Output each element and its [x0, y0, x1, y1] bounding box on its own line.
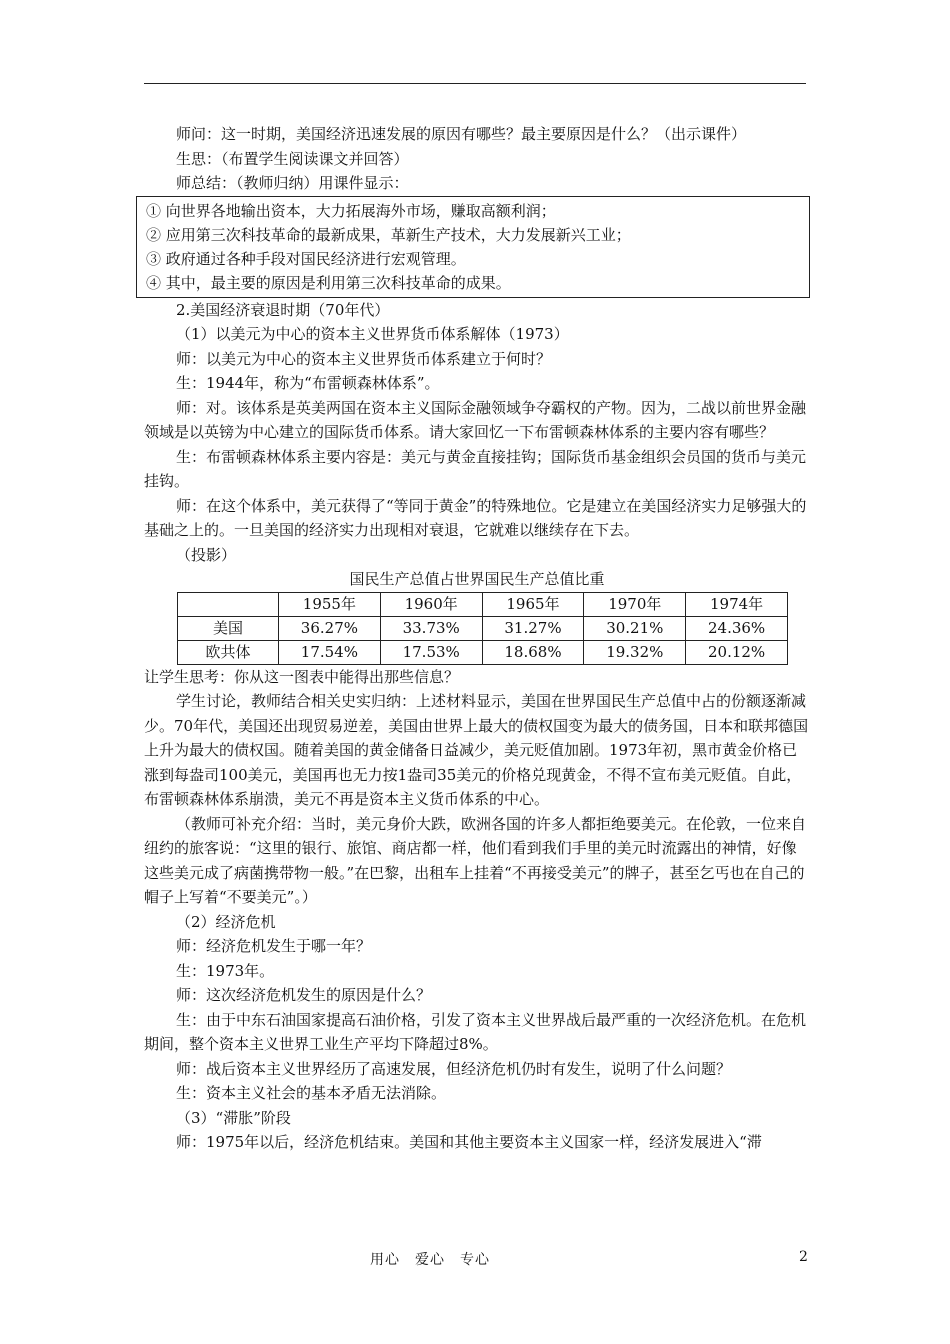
column-header: 1965年 — [482, 592, 584, 616]
summary-box — [136, 196, 810, 298]
paragraph: 师：在这个体系中，美元获得了“等同于黄金”的特殊地位。它是建立在美国经济实力足够强大的基础之上的。一旦美国的经济实力出现相对衰退，它就难以继续存在下去。 — [144, 496, 807, 539]
paragraph: （1）以美元为中心的资本主义世界货币体系解体（1973） — [176, 325, 569, 343]
paragraph: 师：1975年以后，经济危机结束。美国和其他主要资本主义国家一样，经济发展进入“滞 — [176, 1133, 762, 1151]
table-row — [178, 616, 788, 640]
column-header: 1955年 — [279, 592, 381, 616]
column-header: 1970年 — [584, 592, 686, 616]
section-paragraphs — [144, 298, 810, 568]
paragraph: 生：1944年，称为“布雷顿森林体系”。 — [176, 374, 440, 392]
paragraph: 师问：这一时期，美国经济迅速发展的原因有哪些？最主要原因是什么？（出示课件） — [176, 125, 747, 143]
paragraph: 师：经济危机发生于哪一年？ — [176, 937, 372, 955]
table-row — [178, 640, 788, 664]
table-cell: 30.21% — [584, 616, 686, 640]
row-header: 欧共体 — [178, 640, 279, 664]
row-header: 美国 — [178, 616, 279, 640]
column-header: 1960年 — [380, 592, 482, 616]
paragraph: 生思：（布置学生阅读课文并回答） — [176, 149, 409, 168]
table-cell: 17.54% — [279, 640, 381, 664]
paragraph: （投影） — [176, 545, 237, 564]
summary-item: ① 向世界各地输出资本，大力拓展海外市场，赚取高额利润； — [146, 201, 556, 220]
paragraph: 师：以美元为中心的资本主义世界货币体系建立于何时？ — [176, 349, 552, 368]
table-body — [178, 616, 788, 664]
page-body — [144, 122, 810, 1155]
table-header-row — [178, 592, 788, 616]
table-cell: 33.73% — [380, 616, 482, 640]
column-header: 1974年 — [686, 592, 788, 616]
table-cell: 24.36% — [686, 616, 788, 640]
paragraph: 生：1973年。 — [176, 961, 275, 980]
table-cell: 31.27% — [482, 616, 584, 640]
paragraph: 让学生思考：你从这一图表中能得出那些信息？ — [144, 667, 460, 686]
gnp-share-table — [177, 592, 788, 665]
table-cell: 17.53% — [380, 640, 482, 664]
paragraph: 师：这次经济危机发生的原因是什么？ — [176, 986, 432, 1004]
discussion-paragraphs — [144, 665, 810, 1155]
paragraph: 生：资本主义社会的基本矛盾无法消除。 — [176, 1084, 447, 1102]
paragraph: （3）“滞胀”阶段 — [176, 1108, 291, 1127]
table-corner-cell — [178, 592, 279, 616]
summary-item: ④ 其中，最主要的原因是利用第三次科技革命的成果。 — [146, 273, 511, 292]
summary-item: ③ 政府通过各种手段对国民经济进行宏观管理。 — [146, 249, 466, 268]
paragraph: （2）经济危机 — [176, 912, 276, 931]
paragraph: 学生讨论，教师结合相关史实归纳：上述材料显示，美国在世界国民生产总值中占的份额逐渐减少。70年代，美国还出现贸易逆差，美国由世界上最大的债权国变为最大的债务国，日本和联邦德国上升为最大的债权国。随着美国的黄金储备日益减少，美元贬值加剧。1973年初，黑市黄金价格已涨到每盎司100美元，美国再也无力按1盎司35美元的价格兑现黄金，不得不宣布美元贬值。自此，布雷顿森林体系崩溃，美元不再是资本主义货币体系的中心。 — [144, 692, 809, 808]
paragraph: 生：由于中东石油国家提高石油价格，引发了资本主义世界战后最严重的一次经济危机。在危机期间，整个资本主义世界工业生产平均下降超过8%。 — [144, 1010, 807, 1053]
header-rule — [144, 83, 806, 84]
page-number: 2 — [799, 1249, 808, 1265]
summary-item: ② 应用第三次科技革命的最新成果，革新生产技术，大力发展新兴工业； — [146, 225, 631, 244]
paragraph: （教师可补充介绍：当时，美元身价大跌，欧洲各国的许多人都拒绝要美元。在伦敦，一位来自纽约的旅客说：“这里的银行、旅馆、商店都一样，他们看到我们手里的美元时流露出的神情，好像这些美元成了病菌携带物一般。”在巴黎，出租车上挂着“不再接受美元”的牌子，甚至乞丐也在自己的帽子上写着“不要美元”。） — [144, 814, 807, 906]
paragraph: 师：战后资本主义世界经历了高速发展，但经济危机仍时有发生，说明了什么问题？ — [176, 1059, 732, 1078]
intro-paragraphs — [144, 122, 810, 196]
paragraph: 师：对。该体系是英美两国在资本主义国际金融领域争夺霸权的产物。因为，二战以前世界金融领域是以英镑为中心建立的国际货币体系。请大家回忆一下布雷顿森林体系的主要内容有哪些？ — [144, 398, 807, 441]
paragraph: 2.美国经济衰退时期（70年代） — [176, 300, 390, 319]
table-cell: 36.27% — [279, 616, 381, 640]
table-cell: 19.32% — [584, 640, 686, 664]
table-caption: 国民生产总值占世界国民生产总值比重 — [349, 570, 605, 588]
paragraph: 师总结：（教师归纳）用课件显示： — [176, 174, 409, 192]
paragraph: 生：布雷顿森林体系主要内容是：美元与黄金直接挂钩；国际货币基金组织会员国的货币与美元挂钩。 — [144, 447, 807, 490]
table-cell: 20.12% — [686, 640, 788, 664]
footer-motto: 用心 爱心 专心 — [370, 1252, 490, 1268]
table-cell: 18.68% — [482, 640, 584, 664]
